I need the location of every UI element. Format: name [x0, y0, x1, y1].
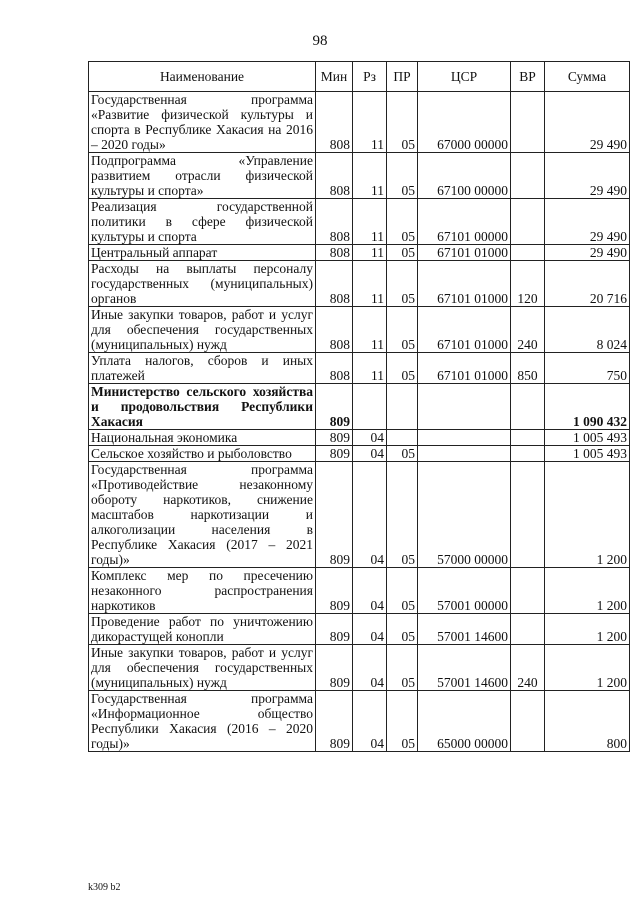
cell-pr: 05 — [387, 691, 418, 752]
cell-sum: 1 200 — [545, 462, 630, 568]
cell-csr — [418, 446, 511, 462]
cell-csr: 57001 14600 — [418, 614, 511, 645]
cell-rz: 04 — [353, 568, 387, 614]
cell-min: 809 — [316, 568, 353, 614]
cell-min: 808 — [316, 92, 353, 153]
header-csr: ЦСР — [418, 62, 511, 92]
cell-csr: 67101 01000 — [418, 353, 511, 384]
cell-csr: 67000 00000 — [418, 92, 511, 153]
cell-pr: 05 — [387, 153, 418, 199]
cell-pr: 05 — [387, 245, 418, 261]
footer-code: k309 b2 — [88, 882, 121, 893]
cell-name: Проведение работ по уничтожению дикорастущей конопли — [89, 614, 316, 645]
table-row — [89, 307, 630, 353]
cell-rz: 11 — [353, 353, 387, 384]
table-header-row — [89, 62, 630, 92]
cell-rz: 04 — [353, 691, 387, 752]
table-row — [89, 261, 630, 307]
cell-vr — [511, 430, 545, 446]
cell-sum: 1 200 — [545, 614, 630, 645]
cell-vr — [511, 384, 545, 430]
cell-min: 808 — [316, 353, 353, 384]
cell-csr: 57001 00000 — [418, 568, 511, 614]
budget-table — [88, 61, 630, 752]
cell-vr — [511, 92, 545, 153]
cell-sum: 29 490 — [545, 92, 630, 153]
cell-csr: 67101 01000 — [418, 307, 511, 353]
cell-csr: 67101 01000 — [418, 245, 511, 261]
cell-min: 809 — [316, 691, 353, 752]
cell-vr: 850 — [511, 353, 545, 384]
cell-min: 808 — [316, 307, 353, 353]
cell-pr — [387, 384, 418, 430]
header-vr: ВР — [511, 62, 545, 92]
cell-name: Комплекс мер по пресечению незаконного распространения наркотиков — [89, 568, 316, 614]
cell-vr — [511, 568, 545, 614]
header-pr: ПР — [387, 62, 418, 92]
cell-vr — [511, 153, 545, 199]
table-row — [89, 568, 630, 614]
cell-csr: 67101 00000 — [418, 199, 511, 245]
cell-pr: 05 — [387, 92, 418, 153]
cell-sum: 1 005 493 — [545, 430, 630, 446]
table-row — [89, 430, 630, 446]
cell-min: 809 — [316, 645, 353, 691]
header-sum: Сумма — [545, 62, 630, 92]
cell-pr: 05 — [387, 462, 418, 568]
table-row — [89, 614, 630, 645]
cell-csr: 67101 01000 — [418, 261, 511, 307]
cell-rz: 11 — [353, 307, 387, 353]
cell-min: 808 — [316, 153, 353, 199]
cell-rz: 04 — [353, 462, 387, 568]
table-row — [89, 353, 630, 384]
cell-name: Иные закупки товаров, работ и услуг для обеспечения государственных (муниципальных) нужд — [89, 307, 316, 353]
cell-csr — [418, 430, 511, 446]
cell-pr: 05 — [387, 199, 418, 245]
table-row — [89, 199, 630, 245]
cell-vr — [511, 691, 545, 752]
cell-sum: 800 — [545, 691, 630, 752]
cell-sum: 1 005 493 — [545, 446, 630, 462]
cell-name: Уплата налогов, сборов и иных платежей — [89, 353, 316, 384]
cell-csr: 57001 14600 — [418, 645, 511, 691]
page-number: 98 — [312, 33, 328, 49]
cell-pr: 05 — [387, 614, 418, 645]
cell-name: Подпрограмма «Управление развитием отрасли физической культуры и спорта» — [89, 153, 316, 199]
table-row — [89, 462, 630, 568]
cell-min: 808 — [316, 199, 353, 245]
cell-name: Иные закупки товаров, работ и услуг для обеспечения государственных (муниципальных) нужд — [89, 645, 316, 691]
table-row — [89, 691, 630, 752]
table-row — [89, 446, 630, 462]
header-name: Наименование — [89, 62, 316, 92]
cell-min: 808 — [316, 245, 353, 261]
cell-sum: 29 490 — [545, 199, 630, 245]
cell-name: Реализация государственной политики в сфере физической культуры и спорта — [89, 199, 316, 245]
cell-csr — [418, 384, 511, 430]
table-row — [89, 384, 630, 430]
header-rz: Рз — [353, 62, 387, 92]
table-row — [89, 92, 630, 153]
cell-min: 809 — [316, 446, 353, 462]
table-row — [89, 645, 630, 691]
cell-csr: 57000 00000 — [418, 462, 511, 568]
cell-vr: 240 — [511, 307, 545, 353]
cell-rz: 04 — [353, 446, 387, 462]
cell-sum: 1 090 432 — [545, 384, 630, 430]
cell-rz: 11 — [353, 92, 387, 153]
cell-rz: 11 — [353, 199, 387, 245]
cell-csr: 67100 00000 — [418, 153, 511, 199]
cell-pr: 05 — [387, 568, 418, 614]
cell-name: Центральный аппарат — [89, 245, 316, 261]
cell-min: 809 — [316, 384, 353, 430]
cell-rz: 11 — [353, 261, 387, 307]
cell-name: Государственная программа «Противодействие незаконному обороту наркотиков, снижение масштабов наркотизации и алкоголизации населения в Республике Хакасия (2017 – 2021 годы)» — [89, 462, 316, 568]
cell-rz: 04 — [353, 645, 387, 691]
cell-csr: 65000 00000 — [418, 691, 511, 752]
cell-sum: 29 490 — [545, 245, 630, 261]
cell-pr: 05 — [387, 446, 418, 462]
cell-rz: 04 — [353, 430, 387, 446]
cell-name: Расходы на выплаты персоналу государственных (муниципальных) органов — [89, 261, 316, 307]
cell-vr — [511, 245, 545, 261]
cell-name: Министерство сельского хозяйства и продовольствия Республики Хакасия — [89, 384, 316, 430]
cell-vr — [511, 462, 545, 568]
cell-pr — [387, 430, 418, 446]
cell-min: 809 — [316, 614, 353, 645]
cell-pr: 05 — [387, 261, 418, 307]
table-row — [89, 245, 630, 261]
cell-min: 809 — [316, 462, 353, 568]
cell-sum: 750 — [545, 353, 630, 384]
cell-name: Сельское хозяйство и рыболовство — [89, 446, 316, 462]
cell-rz: 04 — [353, 614, 387, 645]
cell-min: 809 — [316, 430, 353, 446]
table-body — [89, 92, 630, 752]
cell-name: Государственная программа «Информационное общество Республики Хакасия (2016 – 2020 годы)» — [89, 691, 316, 752]
cell-sum: 1 200 — [545, 645, 630, 691]
cell-rz — [353, 384, 387, 430]
cell-vr — [511, 614, 545, 645]
cell-sum: 20 716 — [545, 261, 630, 307]
cell-vr — [511, 199, 545, 245]
cell-rz: 11 — [353, 245, 387, 261]
cell-pr: 05 — [387, 645, 418, 691]
cell-sum: 1 200 — [545, 568, 630, 614]
cell-pr: 05 — [387, 307, 418, 353]
header-min: Мин — [316, 62, 353, 92]
cell-vr — [511, 446, 545, 462]
cell-name: Национальная экономика — [89, 430, 316, 446]
table-row — [89, 153, 630, 199]
cell-pr: 05 — [387, 353, 418, 384]
cell-vr: 120 — [511, 261, 545, 307]
cell-rz: 11 — [353, 153, 387, 199]
cell-sum: 8 024 — [545, 307, 630, 353]
cell-sum: 29 490 — [545, 153, 630, 199]
cell-name: Государственная программа «Развитие физической культуры и спорта в Республике Хакасия на 2016 – 2020 годы» — [89, 92, 316, 153]
cell-vr: 240 — [511, 645, 545, 691]
cell-min: 808 — [316, 261, 353, 307]
